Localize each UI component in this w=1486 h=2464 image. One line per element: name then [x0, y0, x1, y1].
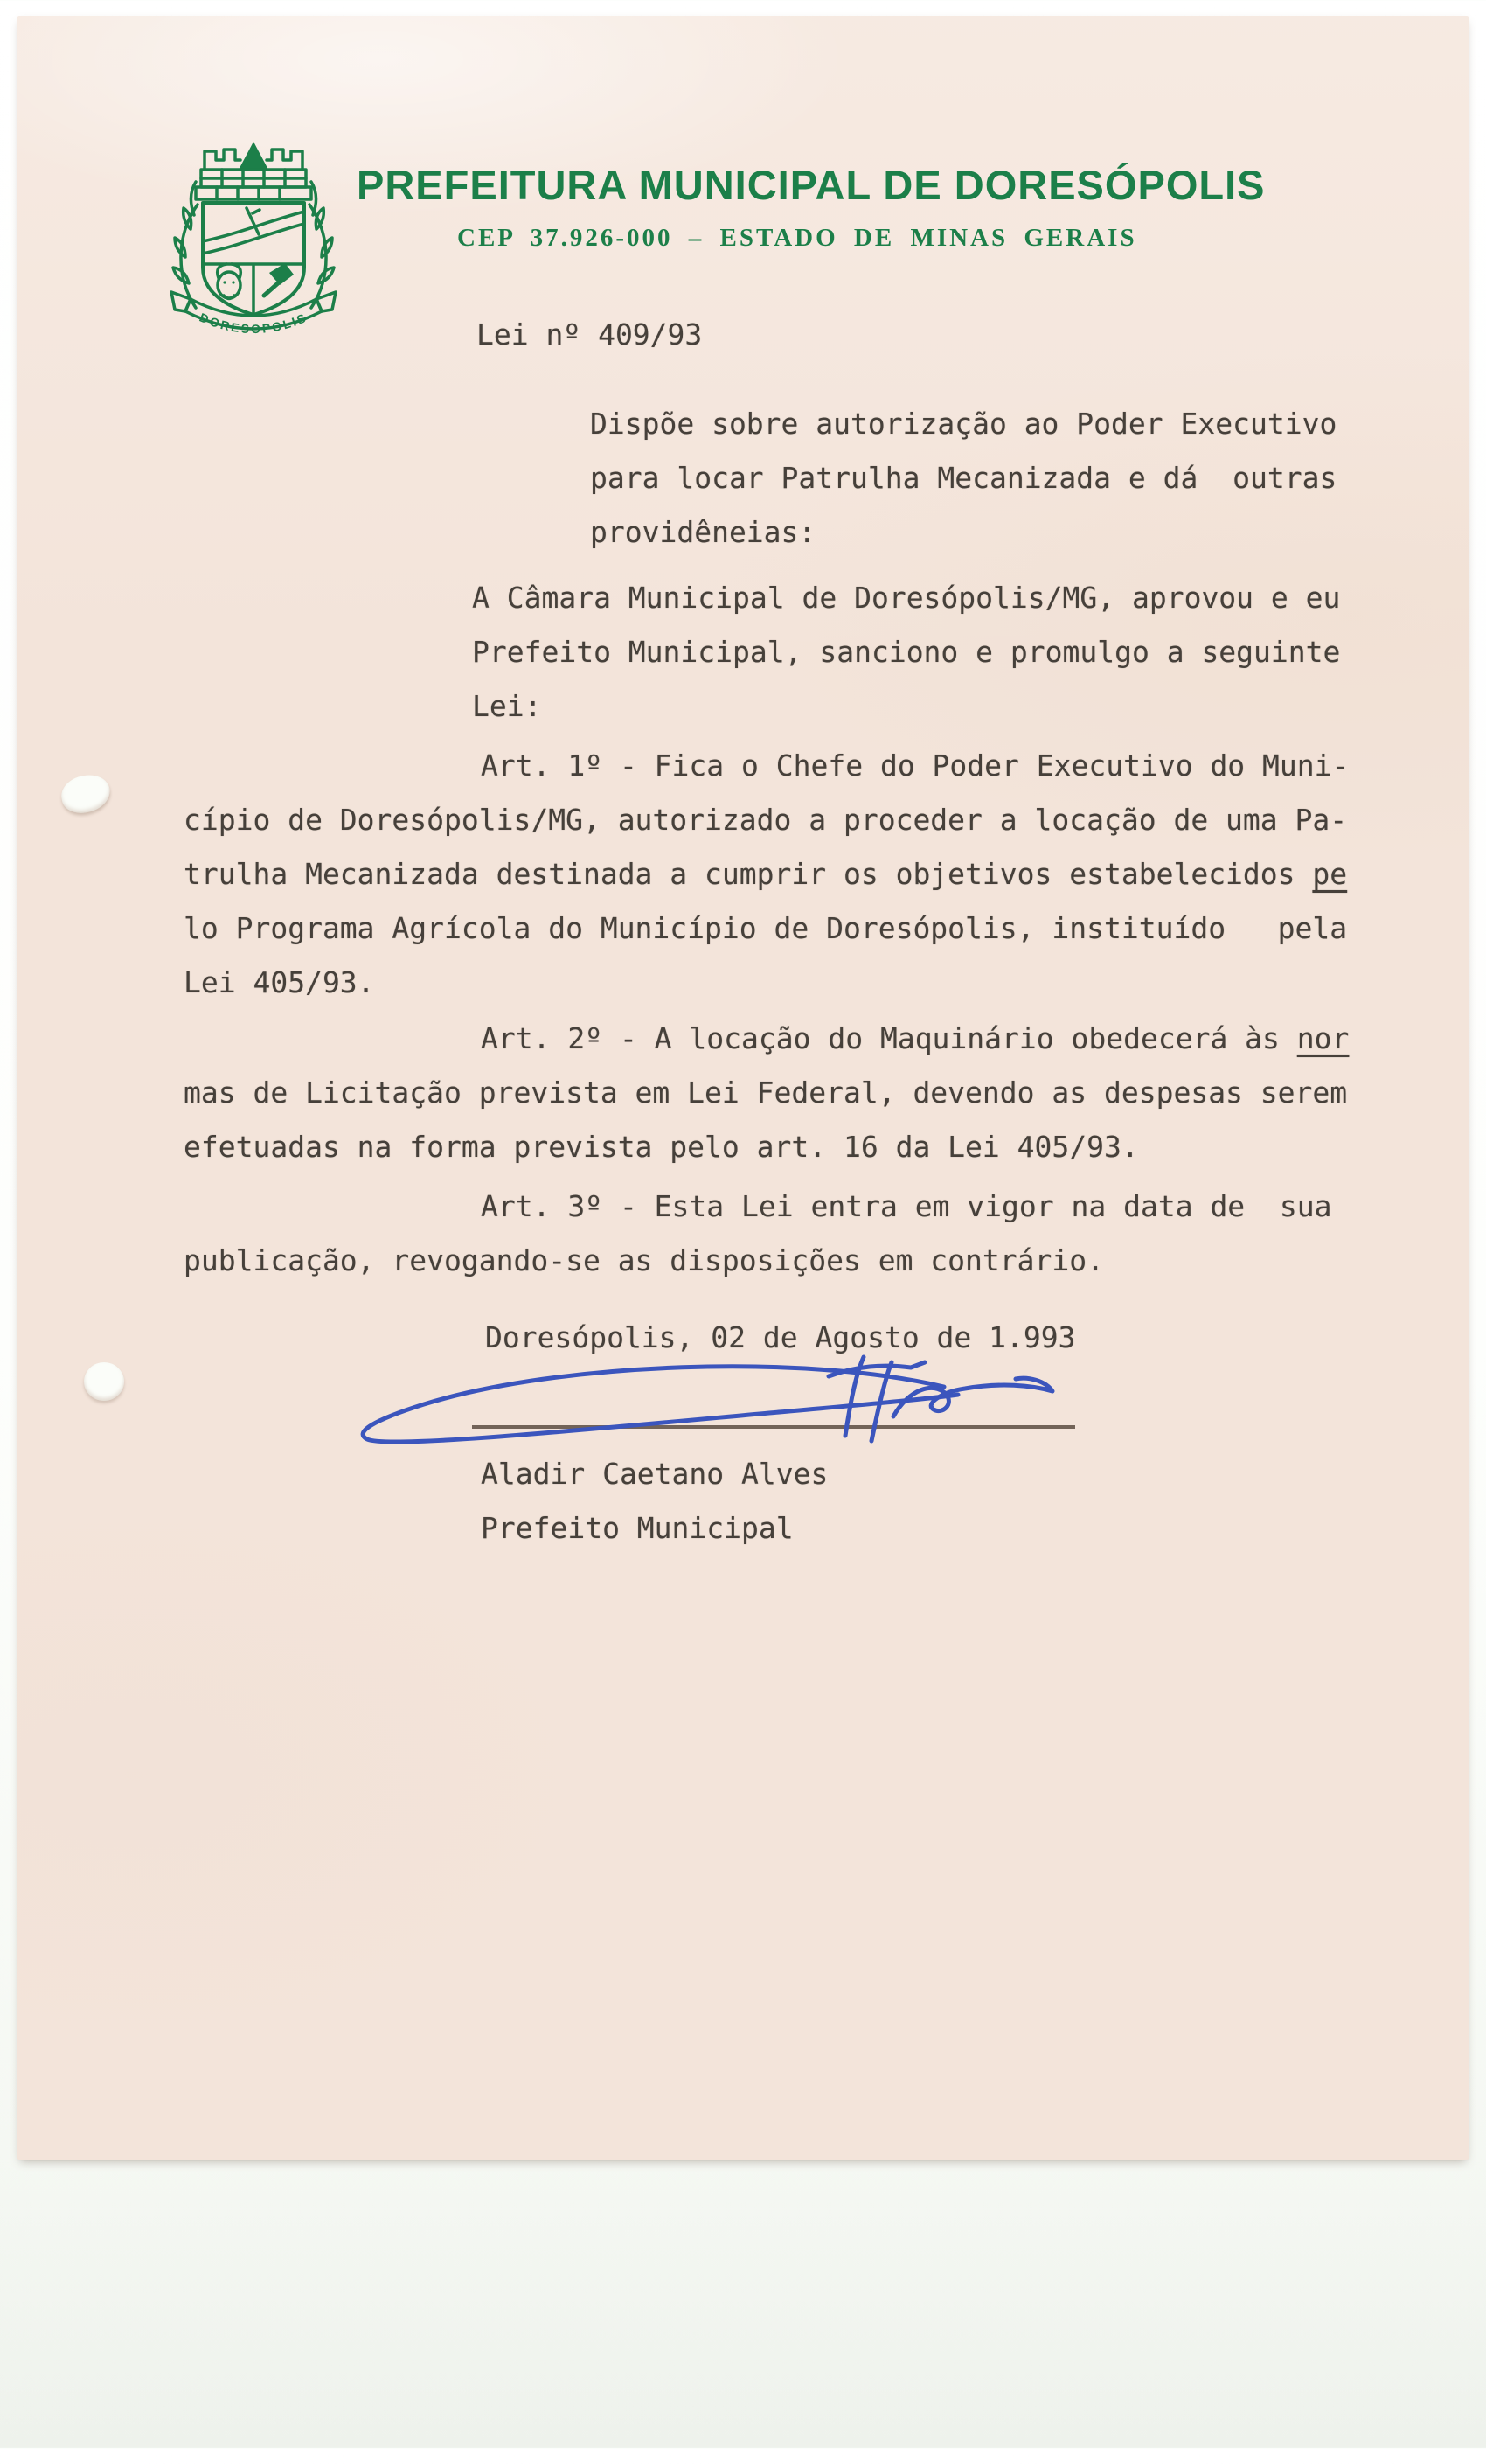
- letter-paper: [17, 16, 1469, 2160]
- typed-line: Art. 2º - A locação do Maquinário obedecerá às nor: [481, 1021, 1350, 1055]
- typed-line: para locar Patrulha Mecanizada e dá outras: [590, 461, 1337, 495]
- hole-punch: [84, 1362, 124, 1401]
- typed-line: Lei nº 409/93: [476, 317, 703, 352]
- typed-line: mas de Licitação prevista em Lei Federal, devendo as despesas serem: [184, 1075, 1348, 1110]
- typed-line: Doresópolis, 02 de Agosto de 1.993: [485, 1320, 1076, 1354]
- typed-line: Art. 3º - Esta Lei entra em vigor na data de sua: [481, 1189, 1332, 1223]
- typed-line: Art. 1º - Fica o Chefe do Poder Executivo do Muni-: [481, 748, 1350, 783]
- typed-line: Lei:: [472, 689, 542, 723]
- typed-line: providêneias:: [590, 515, 816, 549]
- signature-ink-icon: [17, 16, 1486, 2464]
- typed-line: lo Programa Agrícola do Município de Doresópolis, instituído pela: [184, 911, 1348, 945]
- typed-line: Prefeito Municipal, sanciono e promulgo a seguinte: [472, 635, 1341, 669]
- typed-line: trulha Mecanizada destinada a cumprir os objetivos estabelecidos pe: [184, 857, 1348, 891]
- letterhead-subtitle: CEP 37.926-000 – ESTADO DE MINAS GERAIS: [457, 224, 1137, 252]
- signature-line: [472, 1425, 1075, 1429]
- typed-line: cípio de Doresópolis/MG, autorizado a proceder a locação de uma Pa-: [184, 803, 1348, 837]
- letterhead-title: PREFEITURA MUNICIPAL DE DORESÓPOLIS: [357, 162, 1266, 208]
- typed-line: Dispõe sobre autorização ao Poder Executivo: [590, 407, 1337, 441]
- coat-of-arms-icon: [147, 138, 360, 339]
- typed-line: A Câmara Municipal de Doresópolis/MG, aprovou e eu: [472, 581, 1341, 615]
- typed-line: Lei 405/93.: [184, 965, 375, 999]
- typed-line: Prefeito Municipal: [481, 1511, 794, 1545]
- typed-line: efetuadas na forma prevista pelo art. 16 da Lei 405/93.: [184, 1130, 1139, 1164]
- emblem-banner-label: DORESOPOLIS: [197, 310, 310, 337]
- typed-line: Aladir Caetano Alves: [481, 1457, 829, 1491]
- typed-line: publicação, revogando-se as disposições em contrário.: [184, 1243, 1104, 1277]
- hole-punch: [59, 771, 113, 816]
